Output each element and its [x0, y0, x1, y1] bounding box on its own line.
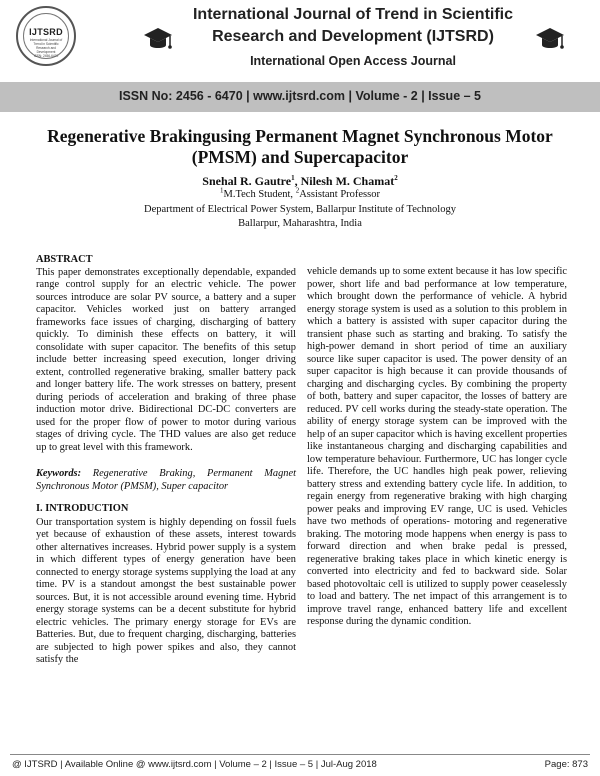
paper-title [30, 126, 570, 168]
page-footer [0, 754, 600, 776]
role-text: M.Tech Student, [223, 189, 296, 200]
introduction-text-right: vehicle demands up to some extent because it has low specific power, short life and bad performance at low temperature, which brought down the performance of vehicle. A hybrid energy storage system is used as a solution to this problem in which a battery is assisted with super capacitor during the transient phase such as starting and braking. To satisfy the high-power demand in short period of time an auxiliary source like super capacitor is used. The power density of an super capacitor is high because it can provide thousands of charging and discharging cycles. By combining the property of both, battery and super capacitor, the losses of battery are reduced. PV cell works during the steady-state operation. The ability of energy storage system can be improved with the help of an super capacitor which is having excellent properties like instantaneous charging and discharging capabilities and low temperature behaviour. Furthermore, UC has longer cycle life. Therefore, the UC handles high peak power, relieving battery stress and extending battery cycle life. In addition, to regain energy from regenerative braking with high charging power peaks and improving EV range, UC is used. Vehicles have two methods of operations- motoring and regenerative braking. The motoring mode happens when energy is pass to forward direction and when brake pedal is pressed, regenerative braking takes place in which kinetic energy is converted into electricity and fed to backward side. Solar based photovoltaic cell is utilized to supply power ceaselessly to load and battery. The net impact of this arrangement is to improve travel range, enhanced battery life and excellent response during the dynamic condition. [307, 266, 567, 627]
journal-title-line1: International Journal of Trend in Scientific [192, 6, 514, 23]
introduction-heading: I. INTRODUCTION [36, 503, 129, 514]
author-line [30, 174, 570, 189]
location: Ballarpur, Maharashtra, India [238, 218, 362, 229]
keywords-text: Regenerative Braking, Permanent Magnet Synchronous Motor (PMSM), Super capacitor [36, 468, 296, 492]
keywords [36, 468, 296, 493]
author-affiliation-marker: 1 [291, 174, 295, 182]
author-affiliation-marker: 2 [394, 174, 398, 182]
journal-logo-seal [23, 13, 69, 59]
left-column [36, 254, 296, 667]
graduation-cap-icon [535, 26, 565, 54]
right-column [307, 266, 567, 629]
author-name: Snehal R. Gautre [202, 174, 292, 188]
author-name: Nilesh M. Chamat [300, 174, 395, 188]
journal-title-line2: Research and Development (IJTSRD) [212, 28, 494, 45]
role-text: Assistant Professor [299, 189, 380, 200]
page-number: Page: 873 [544, 759, 588, 770]
abstract-heading: ABSTRACT [36, 254, 93, 265]
logo-issn: ISSN: 2456-6470 [33, 54, 59, 58]
logo-name: IJTSRD [29, 27, 63, 37]
paper-title-line2: (PMSM) and Supercapacitor [191, 147, 409, 167]
journal-title [178, 4, 528, 48]
role-marker: 1 [220, 186, 224, 195]
logo-subtitle: International Journal of Trend in Scientific Research and Development [29, 38, 63, 54]
issn-bar-text: ISSN No: 2456 - 6470 | www.ijtsrd.com | Volume - 2 | Issue – 5 [118, 89, 481, 103]
paper-title-line1: Regenerative Brakingusing Permanent Magnet Synchronous Motor [47, 126, 553, 146]
role-marker: 2 [295, 186, 300, 195]
keywords-label: Keywords: [36, 468, 82, 479]
author-roles [30, 186, 570, 200]
issn-bar [0, 82, 600, 112]
journal-masthead [0, 0, 600, 80]
department: Department of Electrical Power System, Ballarpur Institute of Technology [144, 204, 456, 215]
journal-subtitle: International Open Access Journal [250, 54, 456, 68]
journal-logo [16, 6, 76, 66]
abstract-text: This paper demonstrates exceptionally dependable, expanded range control supply for an electric vehicle. The power sources introduce are solar PV source, a battery and a super capacitor. Vehicles worked just on battery arranged frameworks face issues of charging, discharging of battery quickly. To diminish these effects on battery, it will consolidate with super capacitor. The benefits of this setup include better increasing speed execution, longer driving extent, controlled regenerative braking, smaller battery pack and longer battery life. The work stresses on battery, present during periods of acceleration and braking of three phase induction motor drive. Bidirectional DC-DC converters are used for the proper flow of power to motor during various stages of driving cycle. The THD values are also get reduce up to great level with this framework. [36, 266, 296, 453]
graduation-cap-icon [143, 26, 173, 54]
footer-divider [10, 754, 590, 755]
footer-text: @ IJTSRD | Available Online @ www.ijtsrd.com | Volume – 2 | Issue – 5 | Jul-Aug 2018 [12, 759, 377, 770]
author-separator: , [294, 174, 301, 188]
introduction-text-left: Our transportation system is highly depending on fossil fuels yet because of exhaustion of these assets, interest towards other alternatives increases. Hybrid power supply is a system in which different types of energy generation have been connected to energy storage systems supplying the load at any time. PV is a standout amongst the best sustainable power sources. But, it is not accessible around evening time. Hybrid energy storage systems can be a decent substitute for hybrid electric vehicles. The primary energy storage for EVs are Batteries. But, due to frequent charging, discharging, batteries are subjected to high power spikes and also, they cannot satisfy the [36, 516, 296, 665]
